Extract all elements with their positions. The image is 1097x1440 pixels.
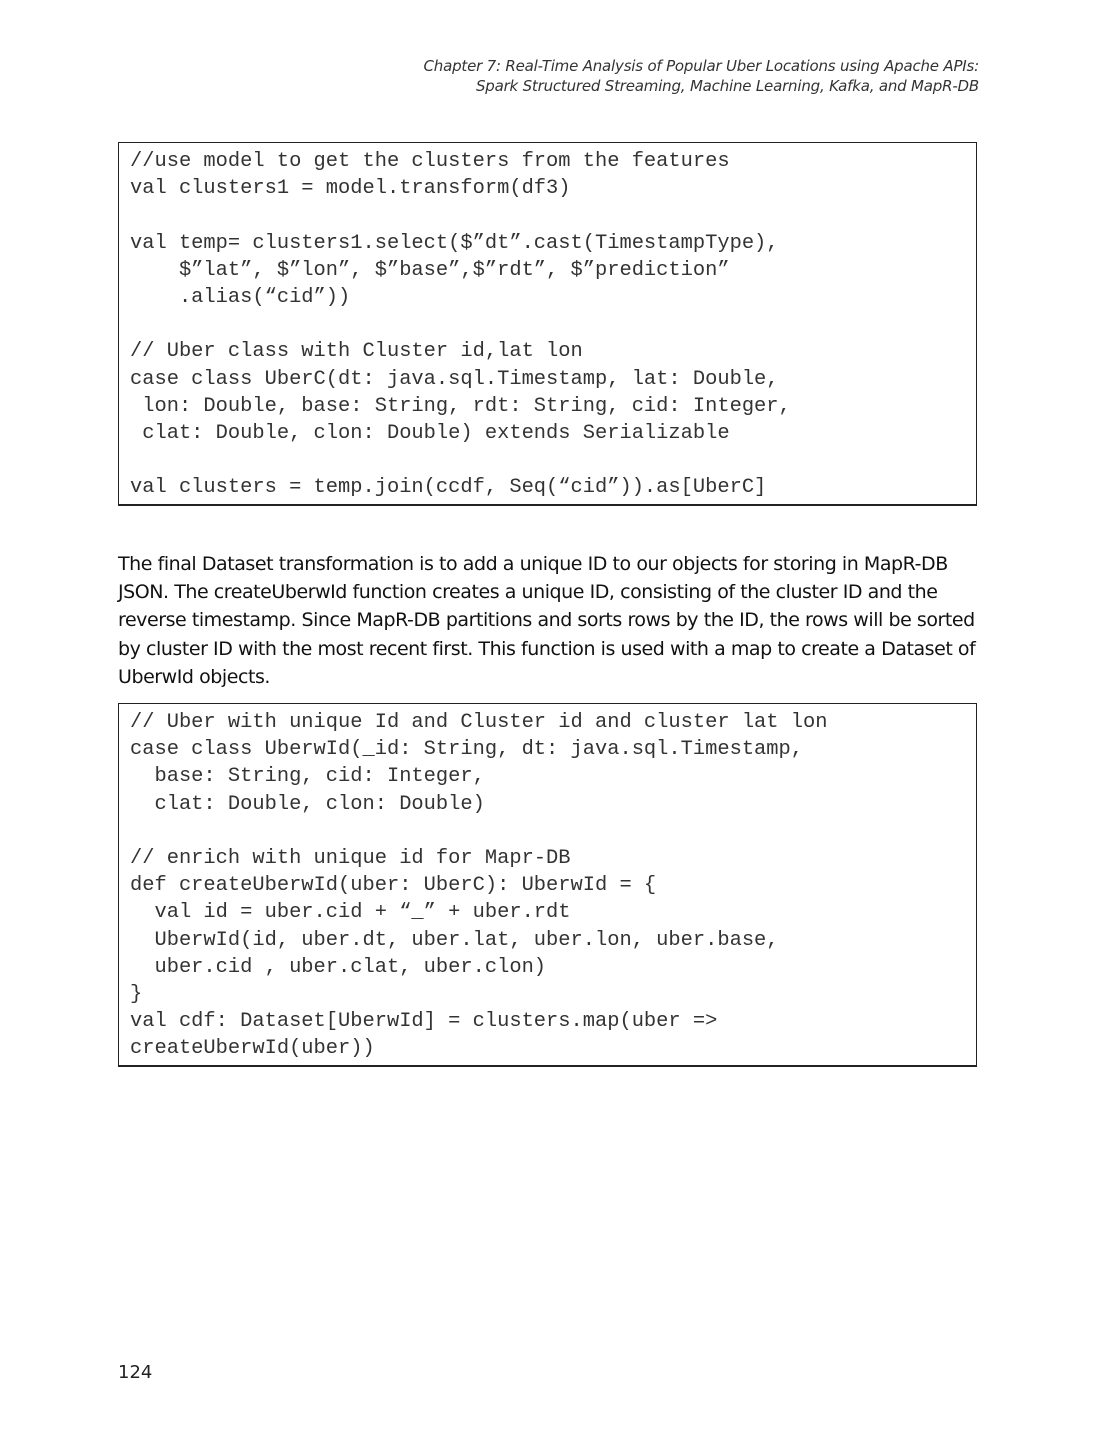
code-block-uberwid [118,703,977,1067]
code-line: } [130,983,143,1007]
code-line: // Uber class with Cluster id,lat lon [130,340,583,364]
code-line: lon: Double, base: String, rdt: String, cid: Integer, [130,394,791,418]
code-line: // enrich with unique id for Mapr-DB [130,847,571,870]
code-line: val temp= clusters1.select($”dt”.cast(TimestampType), [130,231,779,255]
code-line: val id = uber.cid + “_” + uber.rdt [130,901,571,925]
code-line: uber.cid , uber.clat, uber.clon) [130,955,547,979]
code-line: case class UberwId(_id: String, dt: java.sql.Timestamp, [130,738,804,762]
code-line: $”lat”, $”lon”, $”base”,$”rdt”, $”prediction” [130,258,730,282]
code-line: .alias(“cid”)) [130,286,351,309]
code-block-clusters [118,142,977,506]
code-line: def createUberwId(uber: UberC): UberwId = { [130,874,657,898]
code-line: case class UberC(dt: java.sql.Timestamp, lat: Double, [130,367,779,391]
code-line: createUberwId(uber)) [130,1037,375,1061]
code-line [130,311,976,338]
body-paragraph: The final Dataset transformation is to add a unique ID to our objects for storing in MapR-DB JSON. The createUberwId function creates a unique ID, consisting of the cluster ID and the reverse timestamp. Since MapR-DB partitions and sorts rows by the ID, the rows will be sorted by cluster ID with the most recent first. This function is used with a map to create a Dataset of UberwId objects. [118,553,976,688]
code-line [130,202,976,229]
code-line: clat: Double, clon: Double) [130,792,485,816]
page-number: 124 [118,1362,153,1383]
running-header-line-1: Chapter 7: Real-Time Analysis of Popular Uber Locations using Apache APIs: [423,57,979,75]
code-line [130,447,976,474]
code-line: clat: Double, clon: Double) extends Serializable [130,422,730,445]
code-line: val cdf: Dataset[UberwId] = clusters.map(uber => [130,1010,718,1034]
code-line: val clusters1 = model.transform(df3) [130,177,571,201]
code-line: val clusters = temp.join(ccdf, Seq(“cid”)).as[UberC] [130,476,767,500]
code-line: base: String, cid: Integer, [130,765,485,789]
code-line: //use model to get the clusters from the features [130,150,730,173]
code-line: // Uber with unique Id and Cluster id and cluster lat lon [130,711,828,734]
code-line: UberwId(id, uber.dt, uber.lat, uber.lon, uber.base, [130,928,779,952]
running-header [424,56,979,96]
running-header-line-2: Spark Structured Streaming, Machine Learning, Kafka, and MapR-DB [475,77,979,95]
code-line [130,818,976,845]
